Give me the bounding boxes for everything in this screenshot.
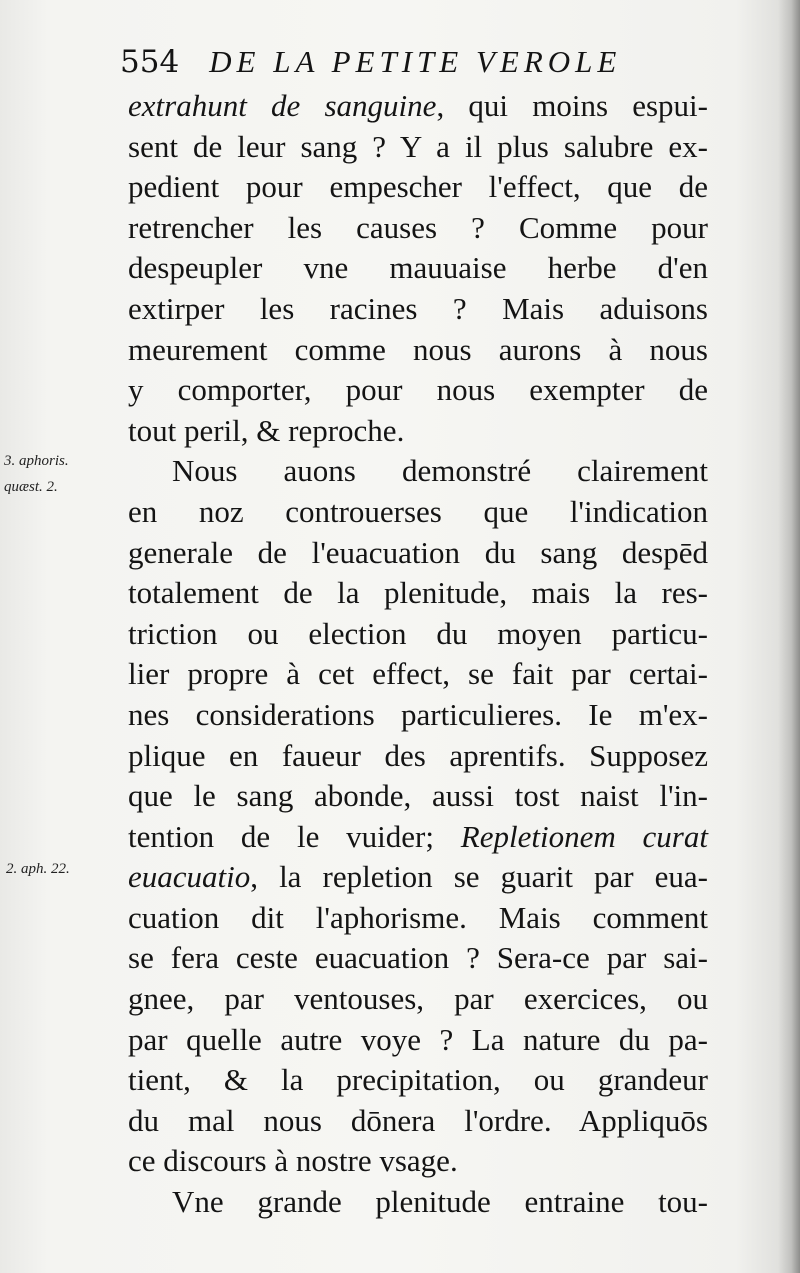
margin-note: quæst. 2.	[4, 479, 58, 495]
text-line	[128, 1060, 708, 1101]
text-segment: du mal nous dōnera l'ordre. Appliquōs	[128, 1102, 708, 1138]
text-segment: extirper les racines ? Mais aduisons	[128, 290, 708, 326]
margin-note: 3. aphoris.	[4, 453, 69, 469]
text-line	[128, 573, 708, 614]
text-line	[128, 370, 708, 411]
text-line	[128, 898, 708, 939]
text-line	[128, 167, 708, 208]
page-number: 554	[120, 44, 180, 80]
text-segment: gnee, par ventouses, par exercices, ou	[128, 981, 708, 1017]
text-line	[128, 695, 708, 736]
latin-quotation: Repletionem curat	[460, 818, 708, 854]
text-line	[128, 248, 708, 289]
page-header	[120, 44, 680, 88]
text-line	[128, 86, 708, 127]
text-line	[128, 411, 708, 452]
text-segment: retrencher les causes ? Comme pour	[128, 209, 708, 245]
text-segment: meurement comme nous aurons à nous	[128, 331, 708, 367]
text-segment: sent de leur sang ? Y a il plus salubre ex-	[128, 128, 708, 164]
text-line	[128, 127, 708, 168]
text-segment: que le sang abonde, aussi tost naist l'in-	[128, 778, 708, 814]
text-segment: y comporter, pour nous exempter de	[128, 372, 708, 408]
text-line	[128, 1101, 708, 1142]
text-line	[128, 451, 708, 492]
text-segment: par quelle autre voye ? La nature du pa-	[128, 1021, 708, 1057]
text-line	[128, 817, 708, 858]
text-line	[128, 1141, 708, 1182]
text-segment: ce discours à nostre vsage.	[128, 1143, 458, 1179]
text-segment: despeupler vne mauuaise herbe d'en	[128, 250, 708, 286]
text-line	[128, 776, 708, 817]
text-line	[128, 1020, 708, 1061]
text-segment: tout peril, & reproche.	[128, 412, 405, 448]
latin-quotation: extrahunt de sanguine	[128, 88, 437, 123]
text-segment: tention de le vuider;	[128, 818, 461, 854]
text-line	[128, 736, 708, 777]
text-segment: , la repletion se guarit par eua-	[250, 859, 708, 895]
latin-quotation: euacuatio	[128, 859, 251, 895]
text-segment: se fera ceste euacuation ? Sera-ce par sai-	[128, 940, 708, 976]
text-segment: triction ou election du moyen particu-	[128, 615, 708, 651]
margin-note: 2. aph. 22.	[6, 861, 70, 877]
text-line	[128, 857, 708, 898]
text-line	[128, 1182, 708, 1223]
text-segment: totalement de la plenitude, mais la res-	[128, 575, 708, 611]
page-edge-shadow	[778, 0, 800, 1273]
text-line	[128, 208, 708, 249]
text-segment: Nous auons demonstré clairement	[172, 453, 708, 489]
text-segment: generale de l'euacuation du sang despēd	[128, 534, 708, 570]
text-line	[128, 330, 708, 371]
text-segment: nes considerations particulieres. Ie m'ex-	[128, 696, 708, 732]
text-line	[128, 533, 708, 574]
text-segment: , qui moins espui-	[436, 88, 708, 123]
text-segment: tient, & la precipitation, ou grandeur	[128, 1062, 708, 1098]
text-segment: en noz controuerses que l'indication	[128, 493, 708, 529]
text-line	[128, 979, 708, 1020]
text-line	[128, 614, 708, 655]
text-segment: Vne grande plenitude entraine tou-	[172, 1184, 708, 1220]
text-line	[128, 289, 708, 330]
text-line	[128, 492, 708, 533]
body-text	[128, 86, 708, 1223]
text-segment: lier propre à cet effect, se fait par certai-	[128, 656, 708, 692]
text-segment: cuation dit l'aphorisme. Mais comment	[128, 899, 708, 935]
text-line	[128, 654, 708, 695]
text-segment: plique en faueur des aprentifs. Supposez	[128, 737, 708, 773]
text-line	[128, 938, 708, 979]
text-segment: pedient pour empescher l'effect, que de	[128, 169, 708, 205]
running-title: DE LA PETITE VEROLE	[209, 44, 622, 79]
